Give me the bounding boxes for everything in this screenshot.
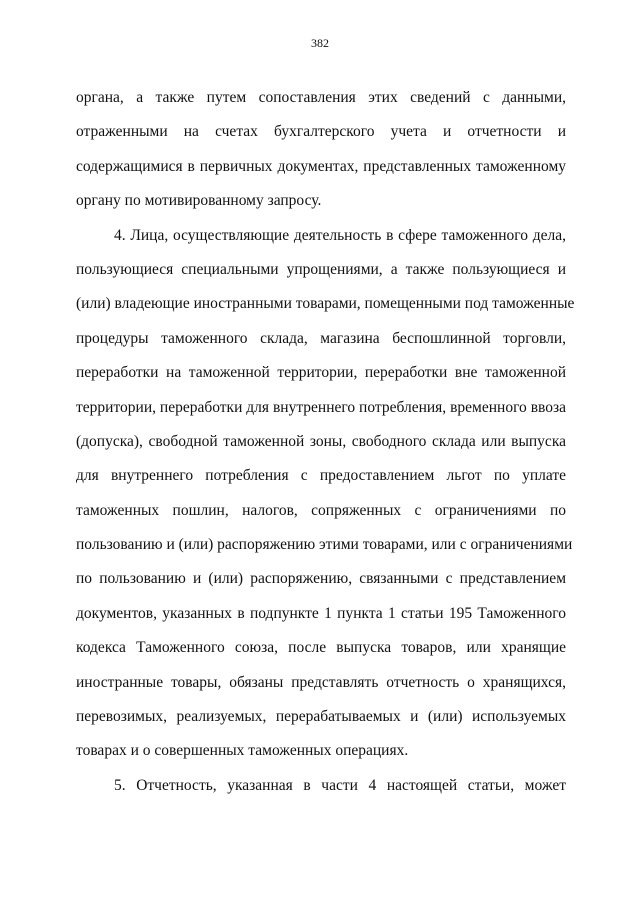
text-line: содержащимися в первичных документах, представленных таможенному [76, 157, 566, 175]
text-line: для внутреннего потребления с предоставлением льгот по уплате [76, 467, 566, 485]
text-line: органу по мотивированному запросу. [76, 192, 322, 210]
text-line: таможенных пошлин, налогов, сопряженных с ограничениями по [76, 501, 566, 519]
text-line: кодекса Таможенного союза, после выпуска товаров, или хранящие [76, 639, 566, 657]
text-line: товарах и о совершенных таможенных операциях. [76, 742, 409, 760]
text-line: перевозимых, реализуемых, перерабатываемых и (или) используемых [76, 708, 566, 726]
text-line: 4. Лица, осуществляющие деятельность в сфере таможенного дела, [114, 226, 566, 244]
document-body [76, 85, 575, 807]
text-line: документов, указанных в подпункте 1 пункта 1 статьи 195 Таможенного [76, 604, 566, 622]
text-line: 5. Отчетность, указанная в части 4 настоящей статьи, может [114, 776, 566, 794]
text-line: по пользованию и (или) распоряжению, связанными с представлением [76, 570, 566, 588]
text-line: иностранные товары, обязаны представлять отчетность о хранящихся, [76, 673, 566, 691]
text-line: органа, а также путем сопоставления этих сведений с данными, [76, 89, 566, 106]
text-line: (или) владеющие иностранными товарами, помещенными под таможенные [76, 295, 575, 313]
text-line: территории, переработки для внутреннего потребления, временного ввоза [76, 398, 566, 416]
paragraph-item-5 [76, 773, 566, 807]
paragraph-item-4 [76, 223, 575, 773]
text-line: переработки на таможенной территории, переработки вне таможенной [76, 364, 566, 382]
text-line: пользующиеся специальными упрощениями, а также пользующиеся и [76, 260, 566, 278]
text-line: отраженными на счетах бухгалтерского учета и отчетности и [76, 123, 566, 141]
text-line: (допуска), свободной таможенной зоны, свободного склада или выпуска [76, 432, 566, 450]
page-number: 382 [311, 36, 329, 50]
text-line: процедуры таможенного склада, магазина беспошлинной торговли, [76, 329, 566, 347]
text-line: пользованию и (или) распоряжению этими товарами, или с ограничениями [76, 536, 573, 554]
paragraph-continuation [76, 85, 566, 223]
